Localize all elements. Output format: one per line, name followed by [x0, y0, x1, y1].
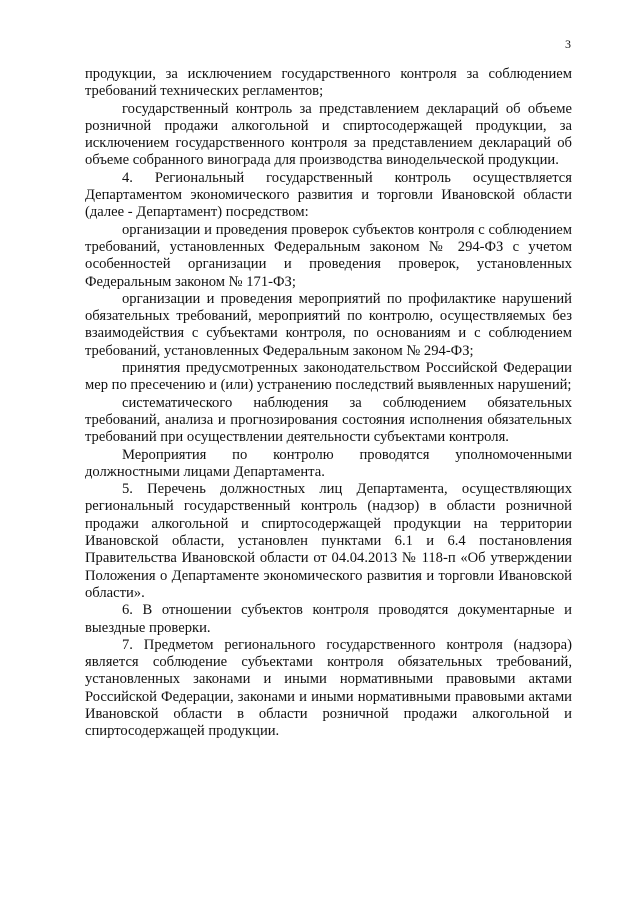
paragraph: продукции, за исключением государственного контроля за соблюдением требований технических регламентов; [85, 66, 572, 100]
paragraph: систематического наблюдения за соблюдением обязательных требований, анализа и прогнозирования состояния исполнения обязательных требований при осуществлении деятельности субъектами контроля. [85, 394, 572, 446]
paragraph: 4. Региональный государственный контроль осуществляется Департаментом экономического развития и торговли Ивановской области (далее - Департамент) посредством: [85, 169, 572, 221]
paragraph: государственный контроль за представлением деклараций об объеме розничной продажи алкогольной и спиртосодержащей продукции, за исключением государственного контроля за представлением деклараций об объеме собранного винограда для производства винодельческой продукции. [85, 100, 572, 169]
paragraph: 5. Перечень должностных лиц Департамента, осуществляющих региональный государственный контроль (надзор) в области розничной продажи алкогольной и спиртосодержащей продукции на территории Ивановской области, установлен пунктами 6.1 и 6.4 постановления Правительства Ивановской области от 04.04.2013 № 118-п «Об утверждении Положения о Департаменте экономического развития и торговли Ивановской области». [85, 481, 572, 601]
paragraph: 7. Предметом регионального государственного контроля (надзора) является соблюдение субъектами контроля обязательных требований, установленных законами и иными нормативными правовыми актами Российской Федерации, законами и иными нормативными правовыми актами Ивановской области в области розничной продажи алкогольной и спиртосодержащей продукции. [85, 636, 572, 740]
paragraph: организации и проведения проверок субъектов контроля с соблюдением требований, установленных Федеральным законом № 294-ФЗ с учетом особенностей организации и проведения проверок, установленных Федеральным законом № 171-ФЗ; [85, 221, 572, 290]
paragraph: организации и проведения мероприятий по профилактике нарушений обязательных требований, мероприятий по контролю, осуществляемых без взаимодействия с субъектами контроля, по основаниям и с соблюдением требований, установленных Федеральным законом № 294-ФЗ; [85, 290, 572, 359]
paragraph: принятия предусмотренных законодательством Российской Федерации мер по пресечению и (или) устранению последствий выявленных нарушений; [85, 360, 572, 394]
paragraph: 6. В отношении субъектов контроля проводятся документарные и выездные проверки. [85, 602, 572, 636]
paragraph: Мероприятия по контролю проводятся уполномоченными должностными лицами Департамента. [85, 446, 572, 480]
document-body [85, 66, 572, 741]
page-number: 3 [565, 37, 571, 51]
